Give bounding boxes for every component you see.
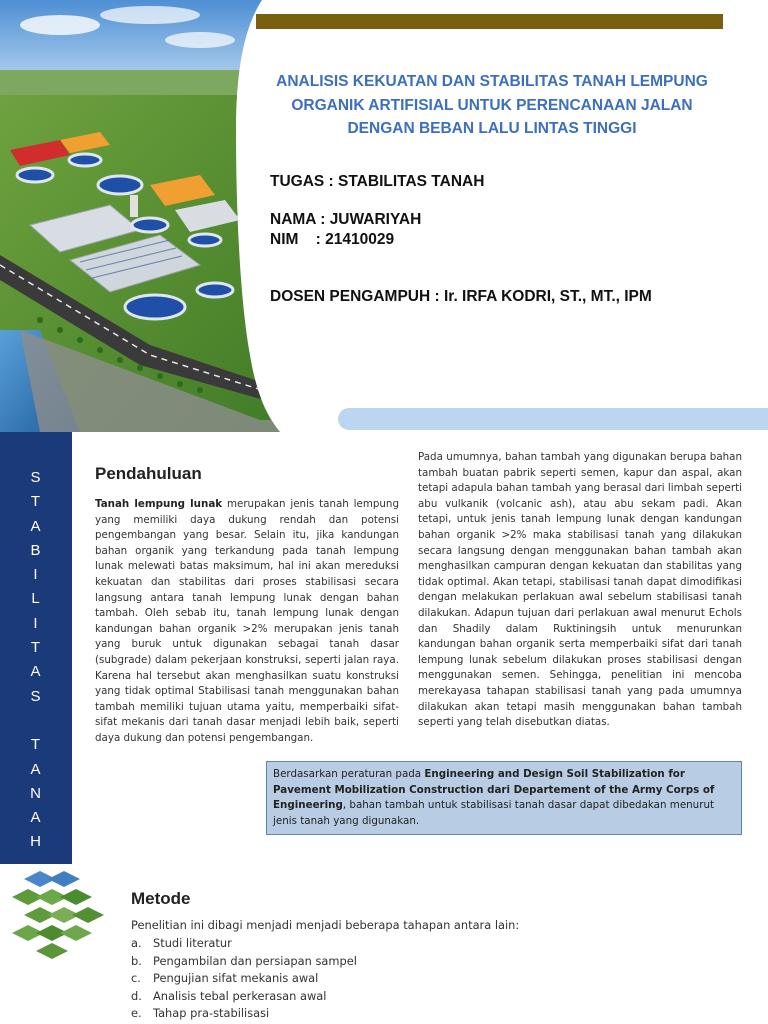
method-step-marker: a. — [131, 936, 142, 950]
sidebar-letter — [0, 709, 72, 733]
method-step-item — [131, 988, 357, 1006]
method-step-text: Tahap pra-stabilisasi — [153, 1006, 270, 1020]
title-line-3: DENGAN BEBAN LALU LINTAS TINGGI — [347, 120, 637, 137]
sidebar-letter: I — [33, 614, 39, 632]
sidebar-letter: T — [30, 736, 42, 754]
method-step-item — [131, 953, 357, 971]
sidebar-letters — [0, 466, 72, 855]
pendahuluan-bold-term: Tanah lempung lunak — [95, 498, 223, 510]
method-intro-text: Penelitian ini dibagi menjadi menjadi beberapa tahapan antara lain: — [131, 918, 520, 932]
pendahuluan-col1-text: merupakan jenis tanah lempung yang memiliki daya dukung rendah dan potensi pengembangan yang besar. Selain itu, jika kandungan bahan organik yang terkandung pada tanah lempung lunak melewati batas maksimum, hal ini akan mereduksi kekuatan dan stabilitas dari proses stabilisasi secara langsung antara tanah lempung lunak dengan bahan tambah. Oleh sebab itu, tanah lempung lunak dengan kandungan bahan organik >2% merupakan jenis tanah yang buruk untuk digunakan sebagai tanah dasar (subgrade) dalam pekerjaan konstruksi, seperti jalan raya. Karena hal tersebut akan menghasilkan suatu konstruksi yang tidak optimal Stabilisasi tanah menggunakan bahan tambah memiliki tujuan utama yaitu, memperbaiki sifat-sifat mekanis dari tanah dasar menjadi lebih baik, seperti daya dukung dan potensi pengembangan. — [95, 498, 399, 744]
sidebar-letter: A — [30, 760, 42, 778]
method-steps-list — [131, 935, 357, 1023]
sidebar-letter: S — [30, 687, 42, 705]
sidebar-letter: A — [30, 663, 42, 681]
note-bold-reference: Engineering and Design Soil Stabilization for Pavement Mobilization Construction dari Departement of the Army Corps of Engineering — [273, 768, 715, 811]
method-step-marker: b. — [131, 953, 142, 968]
sidebar-letter: A — [30, 809, 42, 827]
method-step-item — [131, 970, 357, 988]
student-nim: NIM : 21410029 — [270, 231, 395, 248]
top-accent-bar — [256, 14, 723, 29]
method-step-text: Pengujian sifat mekanis awal — [153, 971, 319, 985]
sidebar-letter: S — [30, 469, 42, 486]
sidebar-letter: B — [30, 541, 42, 559]
method-step-item — [131, 1005, 357, 1023]
student-name: NAMA : JUWARIYAH — [270, 211, 422, 228]
method-step-marker: c. — [131, 971, 141, 985]
method-step-text: Pengambilan dan persiapan sampel — [153, 953, 357, 968]
section-heading-pendahuluan: Pendahuluan — [95, 464, 202, 483]
method-step-text: Analisis tebal perkerasan awal — [153, 988, 327, 1003]
sidebar-letter: T — [30, 639, 42, 657]
method-step-text: Studi literatur — [153, 936, 232, 950]
note-prefix: Berdasarkan peraturan pada — [273, 768, 425, 780]
sidebar-letter: H — [30, 833, 42, 851]
method-step-marker: e. — [131, 1006, 142, 1020]
sidebar-letter: T — [30, 493, 42, 511]
method-step-item — [131, 935, 357, 953]
lecturer-name: DOSEN PENGAMPUH : Ir. IRFA KODRI, ST., MT., IPM — [270, 288, 652, 305]
sidebar-vertical-label — [0, 432, 72, 864]
note-suffix: , bahan tambah untuk stabilisasi tanah dasar dapat dibedakan menurut jenis tanah yang digunakan. — [273, 799, 715, 827]
sidebar-letter: L — [31, 590, 41, 608]
pendahuluan-column-1 — [95, 497, 399, 747]
method-illustration-icon — [4, 869, 112, 961]
decorative-pill-bar — [338, 408, 768, 430]
pendahuluan-column-2 — [418, 450, 742, 731]
section-heading-metode: Metode — [131, 889, 191, 908]
sidebar-letter: I — [33, 566, 39, 584]
task-label: TUGAS : STABILITAS TANAH — [270, 173, 485, 190]
sidebar-letter: N — [30, 784, 42, 802]
pendahuluan-col2-text: Pada umumnya, bahan tambah yang digunakan berupa bahan tambah buatan pabrik seperti semen, kapur dan aspal, akan tetapi adapula bahan tambah yang berasal dari limbah seperti abu vulkanik (volcanic ash), atau abu sekam padi. Akan tetapi, untuk jenis tanah lempung lunak dengan kandungan bahan organik >2% maka stabilisasi tanah yang dilakukan secara langsung dengan menggunakan bahan tambah akan menghasilkan campuran dengan kekuatan dan stabilitas yang tidak optimal. Akan tetapi, stabilisasi tanah dapat dimodifikasi dengan melakukan perlakuan awal sebelum stabilisasi tanah dilakukan. Adapun tujuan dari perlakuan awal menurut Echols dan Shadily dalam Ruktiningsih untuk menurunkan kandungan bahan organik serta memperbaiki sifat dari tanah lempung lunak sebelum dilakukan proses stabilisasi dengan menggunakan semen. Sehingga, penelitian ini mencoba merekayasa tahapan stabilisasi tanah yang pada umumnya dilakukan akan tetapi masih menggunakan bahan tambah seperti yang telah disebutkan diatas. — [418, 451, 742, 729]
title-line-1: ANALISIS KEKUATAN DAN STABILITAS TANAH LEMPUNG — [276, 73, 708, 90]
regulation-note-box — [266, 761, 742, 835]
page-title — [262, 70, 722, 141]
method-step-marker: d. — [131, 988, 142, 1003]
title-line-2: ORGANIK ARTIFISIAL UNTUK PERENCANAAN JALAN — [291, 96, 693, 114]
sidebar-letter: A — [30, 517, 42, 535]
